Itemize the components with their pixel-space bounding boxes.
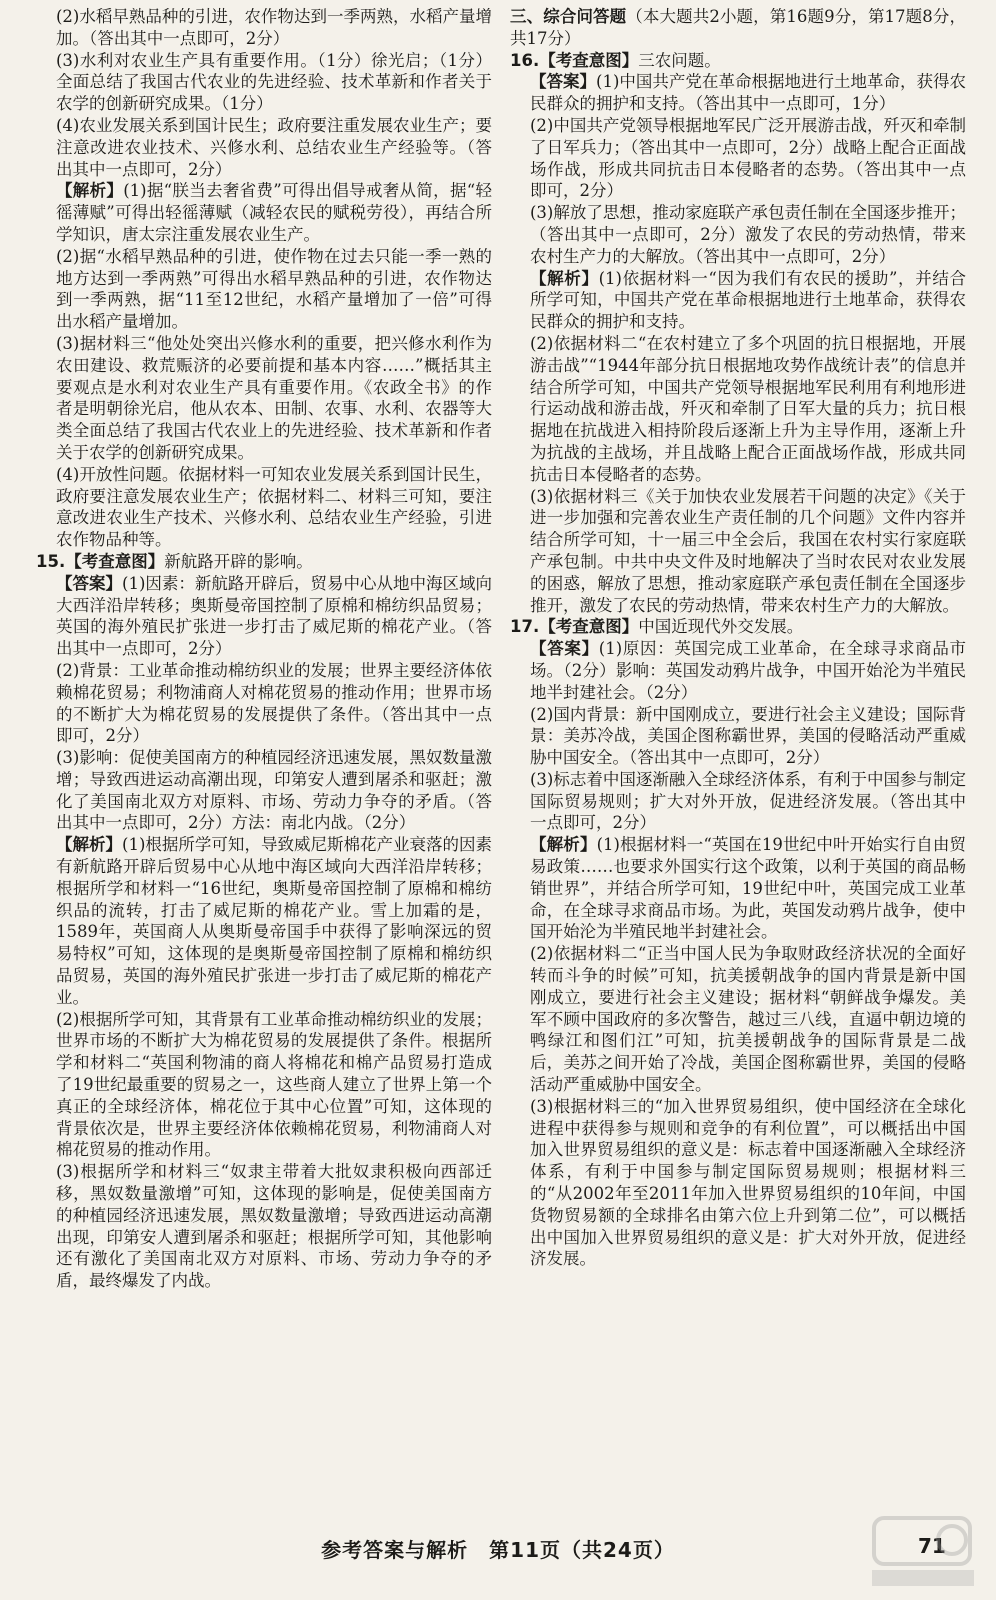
- paragraph-text: (3)根据材料三的“加入世界贸易组织，使中国经济在全球化进程中获得参与规则和竞争的有利位置”，可以概括出中国加入世界贸易组织的意义是：标志着中国逐渐融入全球经济体系，有利于中国参与制定国际贸易规则；根据材料三的“从2002年至2011年加入世界贸易组织的10年间，中国货物贸易额的全球排名由第六位上升到第二位”，可以概括出中国加入世界贸易组织的意义是：扩大对外开放，促进经济发展。: [530, 1096, 966, 1269]
- paragraph-text: (3)据材料三“他处处突出兴修水利的重要，把兴修水利作为农田建设、救荒赈济的必要前提和基本内容……”概括其主要观点是水利对农业生产具有重要作用。《农政全书》的作者是明朝徐光启，他从农本、田制、农事、水利、农器等大类全面总结了我国古代农业上的先进经验、技术革新和作者关于农学的创新研究成果。: [56, 333, 492, 462]
- paragraph: [36, 1009, 492, 1162]
- paragraph-text: (4)开放性问题。依据材料一可知农业发展关系到国计民生，政府要注意发展农业生产；依据材料二、材料三可知，要注意改进农业生产技术、兴修水利、总结农业生产经验，引进农作物品种等。: [56, 464, 492, 550]
- paragraph: [510, 943, 966, 1096]
- paragraph-text: 中国近现代外交发展。: [638, 617, 804, 637]
- paragraph: [36, 834, 492, 1008]
- question-number: 16.: [510, 50, 540, 70]
- paragraph-text: (3)影响：促使美国南方的种植园经济迅速发展，黑奴数量激增；导致西进运动高潮出现，印第安人遭到屠杀和驱赶；激化了美国南北双方对原料、市场、劳动力争夺的矛盾。（答出其中一点即可，2分）方法：南北内战。（2分）: [56, 748, 492, 833]
- paragraph: [36, 660, 492, 747]
- paragraph: [36, 747, 492, 834]
- paragraph-text: (2)国内背景：新中国刚成立，要进行社会主义建设；国际背景：美苏冷战，美国企图称霸世界，美国的侵略活动严重威胁中国安全。（答出其中一点即可，2分）: [530, 704, 966, 768]
- label-tag: 【答案】: [56, 573, 123, 593]
- paragraph: [36, 115, 492, 180]
- paragraph: [510, 834, 966, 943]
- paragraph-text: (1)原因：英国完成工业革命，在全球寻求商品市场。（2分）影响：英国发动鸦片战争，中国开始沦为半殖民地半封建社会。（2分）: [530, 639, 967, 702]
- paragraph: [510, 1096, 966, 1270]
- page-number: 71: [918, 1534, 946, 1558]
- paragraph-text: （本大题共2小题，第16题9分，第17题8分，共17分）: [510, 7, 966, 48]
- paragraph-text: (1)根据材料一“英国在19世纪中叶开始实行自由贸易政策……也要求外国实行这个政策，以利于英国的商品畅销世界”，并结合所学可知，19世纪中叶，英国完成工业革命，在全球寻求商品市场。为此，英国发动鸦片战争，使中国开始沦为半殖民地半封建社会。: [530, 835, 966, 942]
- label-tag: 【解析】: [56, 181, 124, 201]
- paragraph-text: (2)水稻早熟品种的引进，农作物达到一季两熟，水稻产量增加。（答出其中一点即可，2分）: [56, 7, 492, 48]
- paragraph: [510, 638, 966, 703]
- paragraph: [510, 704, 966, 769]
- paragraph-text: (2)据“水稻早熟品种的引进，使作物在过去只能一季一熟的地方达到一季两熟”可得出水稻早熟品种的引进，农作物达到一季两熟，据“11至12世纪，水稻产量增加了一倍”可得出水稻产量增加。: [56, 246, 492, 332]
- paragraph-text: (2)中国共产党领导根据地军民广泛开展游击战，歼灭和牵制了日军兵力；（答出其中一点即可，2分）战略上配合正面战场作战，形成共同抗击日本侵略者的态势。（答出其中一点即可，2分）: [530, 115, 966, 201]
- paragraph-text: (1)根据所学可知，导致威尼斯棉花产业衰落的因素有新航路开辟后贸易中心从地中海区域向大西洋沿岸转移；根据所学和材料一“16世纪，奥斯曼帝国控制了原棉和棉纺织品的流转，打击了威尼斯的棉花产业。雪上加霜的是，1589年，英国商人从奥斯曼帝国手中获得了影响深远的贸易特权”可知，这体现的是奥斯曼帝国控制了原棉和棉纺织品贸易，英国的海外殖民扩张进一步打击了威尼斯的棉花产业。: [56, 835, 493, 1007]
- paragraph: [36, 464, 492, 551]
- paragraph: [510, 486, 966, 617]
- paragraph-text: (1)因素：新航路开辟后，贸易中心从地中海区域向大西洋沿岸转移；奥斯曼帝国控制了原棉和棉纺织品贸易；英国的海外殖民扩张进一步打击了威尼斯的棉花产业。（答出其中一点即可，2分）: [56, 573, 493, 659]
- left-column: [36, 6, 492, 1292]
- label-tag: 【考查意图】: [539, 50, 639, 70]
- paragraph: [510, 50, 966, 72]
- paragraph: [510, 769, 966, 834]
- label-tag: 【考查意图】: [65, 551, 165, 571]
- paragraph: [36, 6, 492, 50]
- paragraph-text: (3)解放了思想，推动家庭联产承包责任制在全国逐步推开；（答出其中一点即可，2分）激发了农民的劳动热情，带来农村生产力的大解放。（答出其中一点即可，2分）: [530, 203, 966, 266]
- paragraph: [36, 551, 492, 573]
- paragraph-text: (1)依据材料一“因为我们有农民的援助”，并结合所学可知，中国共产党在革命根据地进行土地革命，获得农民群众的拥护和支持。: [530, 268, 967, 332]
- label-tag: 【解析】: [530, 268, 599, 288]
- paragraph-text: 三农问题。: [638, 50, 721, 70]
- paragraph: [510, 6, 966, 50]
- label-tag: 【答案】: [530, 72, 597, 92]
- paragraph-text: (2)背景：工业革命推动棉纺织业的发展；世界主要经济体依赖棉花贸易；利物浦商人对棉花贸易的推动作用；世界市场的不断扩大为棉花贸易的发展提供了条件。（答出其中一点即可，2分）: [56, 660, 492, 746]
- paragraph-text: (3)标志着中国逐渐融入全球经济体系，有利于中国参与制定国际贸易规则；扩大对外开放，促进经济发展。（答出其中一点即可，2分）: [530, 769, 966, 833]
- paragraph: [510, 616, 966, 638]
- paragraph: [510, 202, 966, 267]
- paragraph-text: (1)中国共产党在革命根据地进行土地革命，获得农民群众的拥护和支持。（答出其中一点即可，1分）: [530, 72, 967, 114]
- label-tag: 【解析】: [56, 835, 123, 855]
- paragraph: [510, 115, 966, 202]
- paragraph-text: (3)根据所学和材料三“奴隶主带着大批奴隶积极向西部迁移，黑奴数量激增”可知，这体现的影响是，促使美国南方的种植园经济迅速发展，黑奴数量激增；导致西进运动高潮出现，印第安人遭到屠杀和驱赶；根据所学可知，其他影响还有激化了美国南北双方对原料、市场、劳动力争夺的矛盾，最终爆发了内战。: [56, 1162, 492, 1291]
- label-tag: 【答案】: [530, 639, 599, 659]
- paragraph: [36, 246, 492, 333]
- paragraph: [510, 71, 966, 115]
- paragraph: [510, 333, 966, 486]
- paragraph: [36, 333, 492, 464]
- paragraph-text: 新航路开辟的影响。: [164, 551, 313, 571]
- paragraph: [36, 50, 492, 115]
- paragraph-text: (2)根据所学可知，其背景有工业革命推动棉纺织业的发展；世界市场的不断扩大为棉花贸易的发展提供了条件。根据所学和材料二“英国利物浦的商人将棉花和棉产品贸易打造成了19世纪最重要的贸易之一，这些商人建立了世界上第一个真正的全球经济体，棉花位于其中心位置”可知，这体现的背景依次是，世界主要经济体依赖棉花贸易，利物浦商人对棉花贸易的推动作用。: [56, 1009, 492, 1160]
- watermark-logo: [868, 1510, 978, 1590]
- question-number: 15.: [36, 551, 66, 571]
- paragraph: [510, 268, 966, 333]
- label-tag: 【考查意图】: [539, 617, 639, 637]
- paragraph: [36, 573, 492, 660]
- label-tag: 【解析】: [530, 835, 597, 855]
- paragraph-text: (1)据“朕当去奢省费”可得出倡导戒奢从简，据“轻徭薄赋”可得出轻徭薄赋（减轻农民的赋税劳役），再结合所学知识，唐太宗注重发展农业生产。: [56, 181, 492, 244]
- paragraph-text: (3)水利对农业生产具有重要作用。（1分）徐光启；（1分）全面总结了我国古代农业的先进经验、技术革新和作者关于农学的创新研究成果。（1分）: [56, 50, 492, 114]
- paragraph-text: (4)农业发展关系到国计民生；政府要注重发展农业生产；要注意改进农业技术、兴修水利、总结农业生产经验等。（答出其中一点即可，2分）: [56, 115, 492, 179]
- right-column: [510, 6, 966, 1270]
- paragraph: [36, 1161, 492, 1292]
- paragraph-text: (3)依据材料三《关于加快农业发展若干问题的决定》《关于进一步加强和完善农业生产责任制的几个问题》文件内容并结合所学可知，十一届三中全会后，我国在农村实行家庭联产承包制。中共中央文件及时地解决了当时农民对农业发展的困惑，解放了思想，推动家庭联产承包责任制在全国逐步推开，激发了农民的劳动热情，带来农村生产力的大解放。: [530, 486, 966, 615]
- paragraph: [36, 180, 492, 245]
- paragraph-text: (2)依据材料二“正当中国人民为争取财政经济状况的全面好转而斗争的时候”可知，抗美援朝战争的国内背景是新中国刚成立，要进行社会主义建设；据材料“朝鲜战争爆发。美军不顾中国政府的多次警告，越过三八线，直逼中朝边境的鸭绿江和图们江”可知，抗美援朝战争的国际背景是二战后，美苏之间开始了冷战，美国企图称霸世界，美国的侵略活动严重威胁中国安全。: [530, 944, 966, 1095]
- question-number: 17.: [510, 617, 540, 637]
- page-footer: 参考答案与解析 第11页（共24页）: [321, 1538, 675, 1562]
- section-heading: 三、综合问答题: [510, 7, 627, 26]
- paragraph-text: (2)依据材料二“在农村建立了多个巩固的抗日根据地，开展游击战”“1944年部分抗日根据地攻势作战统计表”的信息并结合所学可知，中国共产党领导根据地军民利用有利地形进行运动战和游击战，歼灭和牵制了日军大量的兵力；抗日根据地在抗战进入相持阶段后逐渐上升为主导作用，逐渐上升为抗战的主战场，并且战略上配合正面战场作战，形成共同抗击日本侵略者的态势。: [530, 333, 966, 484]
